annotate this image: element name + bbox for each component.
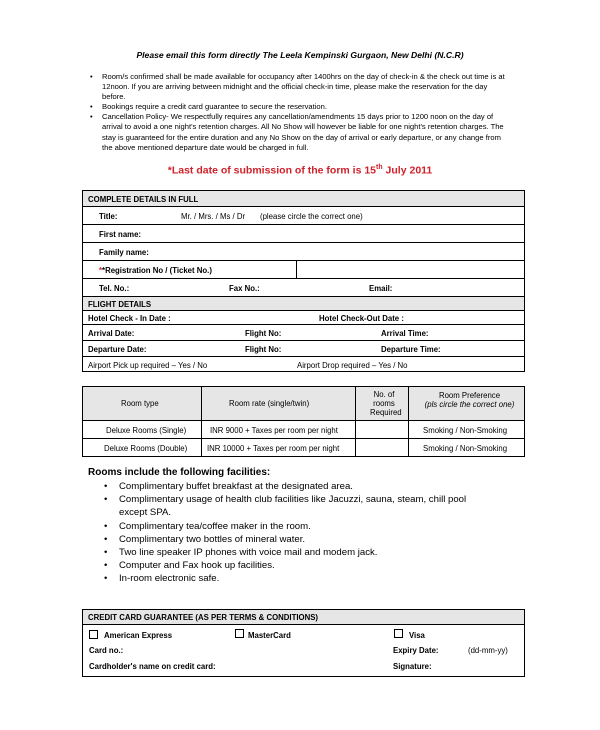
amex-label: American Express xyxy=(104,631,173,640)
contact-row xyxy=(83,279,524,297)
column-divider xyxy=(201,386,202,457)
room-preference-header: Room Preference (pls circle the correct one) xyxy=(424,391,515,409)
list-item: • Complimentary buffet breakfast at the designated area. xyxy=(104,480,524,493)
facilities-list xyxy=(104,480,524,586)
room-table xyxy=(82,386,525,457)
mastercard-label: MasterCard xyxy=(248,631,291,640)
hotel-dates-row xyxy=(83,311,524,325)
family-name-label: Family name: xyxy=(99,248,149,257)
policy-item: • Cancellation Policy- We respectfully requires any cancellation/amendments 15 days prior to 1200 noon on the day of arrival to avoid a one night's retention charges. All No Show will however be liable for one night's retention charges. The stay is guaranteed for the entire duration and any No Show on the day of arrival or early departure, or any change from the above mentioned departure date would be charged in full. xyxy=(90,112,510,152)
arrival-date-label: Arrival Date: xyxy=(88,329,135,338)
visa-label: Visa xyxy=(409,631,425,640)
flight-no-label: Flight No: xyxy=(245,329,282,338)
expiry-label: Expiry Date: xyxy=(393,646,439,655)
arrival-time-label: Arrival Time: xyxy=(381,329,429,338)
flight-no-label: Flight No: xyxy=(245,345,282,354)
guest-details-table xyxy=(82,190,525,372)
title-options[interactable]: Mr. / Mrs. / Ms / Dr xyxy=(181,212,246,221)
credit-card-table xyxy=(82,609,525,677)
room-rate-header: Room rate (single/twin) xyxy=(229,399,310,408)
credit-section-header: CREDIT CARD GUARANTEE (AS PER TERMS & CONDITIONS) xyxy=(83,610,524,625)
facilities-title: Rooms include the following facilities: xyxy=(88,467,271,478)
credit-card-fields xyxy=(83,625,524,678)
departure-row xyxy=(83,341,524,357)
title-row xyxy=(83,207,524,225)
submission-deadline: *Last date of submission of the form is 15th July 2011 xyxy=(167,164,433,177)
registration-row xyxy=(83,261,524,279)
details-section-header: COMPLETE DETAILS IN FULL xyxy=(83,191,524,207)
tel-label: Tel. No.: xyxy=(99,284,130,293)
checkout-label: Hotel Check-Out Date : xyxy=(319,314,404,323)
title-label: Title: xyxy=(99,212,118,221)
list-item: • Complimentary tea/coffee maker in the room. xyxy=(104,520,524,533)
list-item: • In-room electronic safe. xyxy=(104,572,524,585)
table-row: Deluxe Rooms (Single) INR 9000 + Taxes per room per night Smoking / Non-Smoking xyxy=(83,421,524,439)
room-count-header: No. of rooms Required xyxy=(370,390,402,417)
list-item: • Computer and Fax hook up facilities. xyxy=(104,559,524,572)
room-table-header xyxy=(83,386,524,421)
list-item: • Two line speaker IP phones with voice mail and modem jack. xyxy=(104,546,524,559)
registration-label: **Registration No / (Ticket No.) xyxy=(99,266,212,275)
policy-list xyxy=(90,72,510,153)
pickup-label[interactable]: Airport Pick up required – Yes / No xyxy=(88,361,208,370)
column-divider xyxy=(355,386,356,457)
first-name-row xyxy=(83,225,524,243)
smoking-preference[interactable]: Smoking / Non-Smoking xyxy=(423,426,508,435)
policy-item: • Room/s confirmed shall be made available for occupancy after 1400hrs on the day of check-in & the check out time is at 12noon. If you are arriving between midnight and the official check-in time, please make the reservation for the day before. xyxy=(90,72,510,102)
fax-label: Fax No.: xyxy=(229,284,260,293)
family-name-row xyxy=(83,243,524,261)
departure-time-label: Departure Time: xyxy=(381,345,441,354)
title-hint: (please circle the correct one) xyxy=(260,212,363,221)
mastercard-checkbox[interactable] xyxy=(235,629,244,638)
page-title: Please email this form directly The Leela Kempinski Gurgaon, New Delhi (N.C.R) xyxy=(136,50,464,60)
amex-checkbox[interactable] xyxy=(89,630,98,639)
cardholder-label: Cardholder's name on credit card: xyxy=(89,662,216,671)
checkin-label: Hotel Check - In Date : xyxy=(88,314,171,323)
room-type-header: Room type xyxy=(121,399,159,408)
first-name-label: First name: xyxy=(99,230,142,239)
policy-item: • Bookings require a credit card guarantee to secure the reservation. xyxy=(90,102,510,112)
email-label: Email: xyxy=(369,284,393,293)
arrival-row xyxy=(83,325,524,341)
departure-date-label: Departure Date: xyxy=(88,345,147,354)
drop-label[interactable]: Airport Drop required – Yes / No xyxy=(297,361,408,370)
airport-transfer-row xyxy=(83,357,524,373)
column-divider xyxy=(408,386,409,457)
card-number-label: Card no.: xyxy=(89,646,124,655)
list-item: • Complimentary two bottles of mineral water. xyxy=(104,533,524,546)
expiry-format: (dd-mm-yy) xyxy=(468,646,508,655)
smoking-preference[interactable]: Smoking / Non-Smoking xyxy=(423,444,508,453)
divider xyxy=(296,261,297,279)
list-item: • Complimentary usage of health club facilities like Jacuzzi, sauna, steam, chill pool except SPA. xyxy=(104,493,524,519)
visa-checkbox[interactable] xyxy=(394,629,403,638)
signature-label: Signature: xyxy=(393,662,432,671)
flight-section-header: FLIGHT DETAILS xyxy=(83,297,524,311)
table-row: Deluxe Rooms (Double) INR 10000 + Taxes per room per night Smoking / Non-Smoking xyxy=(104,444,508,453)
